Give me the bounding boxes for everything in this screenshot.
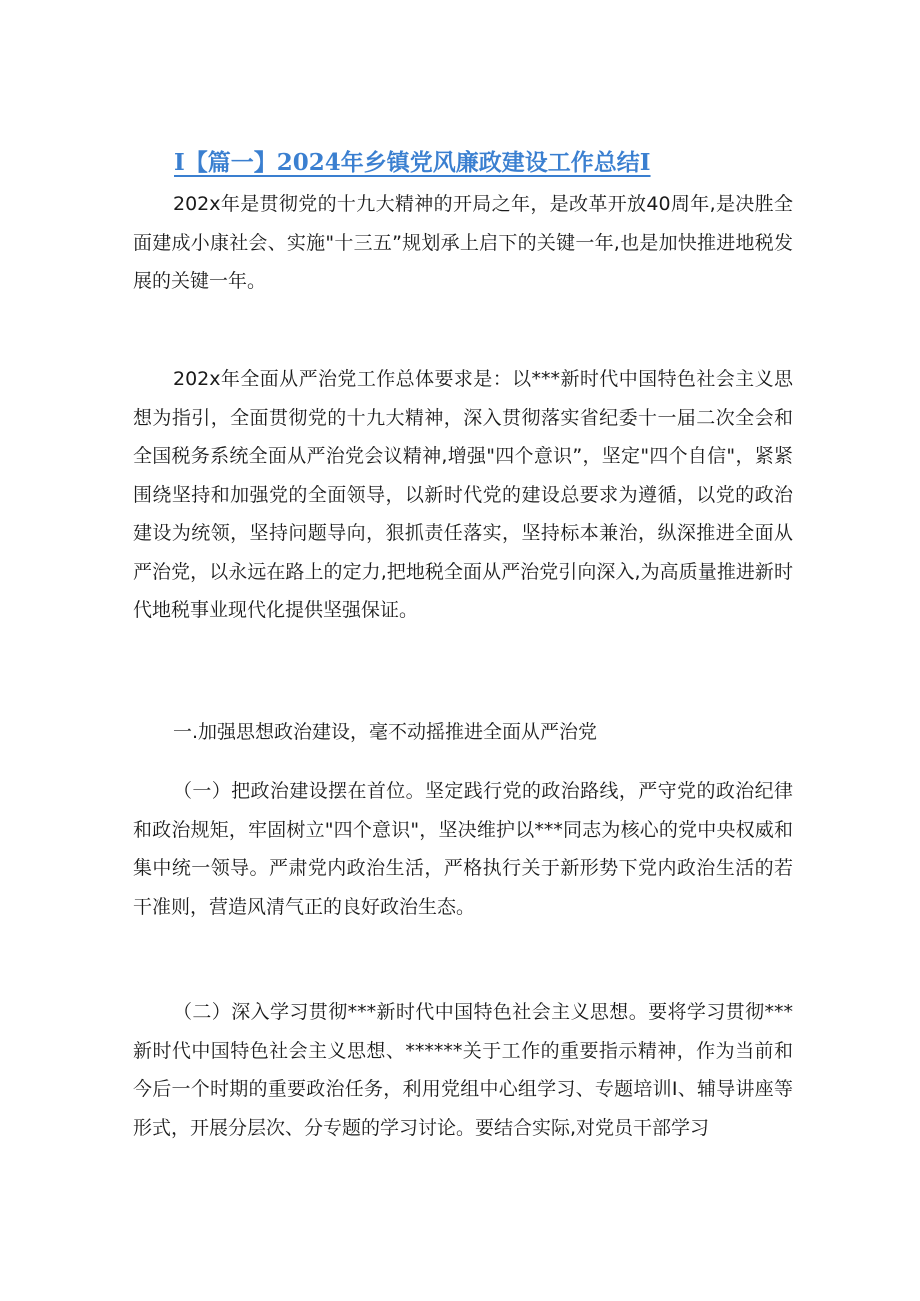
paragraph-requirements: 202x年全面从严治党工作总体要求是：以***新时代中国特色社会主义思想为指引，全面贯彻党的十九大精神，深入贯彻落实省纪委十一届二次全会和全国税务系统全面从严治党会议精神,增强"四个意识”，坚定"四个自信"，紧紧围绕坚持和加强党的全面领导，以新时代党的建设总要求为遵循，以党的政治建设为统领，坚持问题导向，狠抓责任落实，坚持标本兼治，纵深推进全面从严治党，以永远在路上的定力,把地税全面从严治党引向深入,为高质量推进新时代地税事业现代化提供坚强保证。 xyxy=(133,368,793,621)
document-body xyxy=(133,185,793,301)
paragraph-item-one: （一）把政治建设摆在首位。坚定践行党的政治路线，严守党的政治纪律和政治规矩，牢固树立"四个意识"，坚决维护以***同志为核心的党中央权威和集中统一领导。严肃党内政治生活，严格执行关于新形势下党内政治生活的若干准则，营造风清气正的良好政治生态。 xyxy=(133,780,793,918)
paragraph-intro: 202x年是贯彻党的十九大精神的开局之年，是改革开放40周年,是决胜全面建成小康社会、实施"十三五”规划承上启下的关键一年,也是加快推进地税发展的关键一年。 xyxy=(133,193,793,292)
document-body-2 xyxy=(133,360,793,630)
document-title: I【篇一】2024年乡镇党风廉政建设工作总结I xyxy=(174,149,651,176)
document-body-3 xyxy=(133,713,793,752)
document-body-4 xyxy=(133,772,793,926)
document-body-5 xyxy=(133,993,793,1147)
paragraph-item-two: （二）深入学习贯彻***新时代中国特色社会主义思想。要将学习贯彻***新时代中国特色社会主义思想、******关于工作的重要指示精神，作为当前和今后一个时期的重要政治任务，利用党组中心组学习、专题培训I、辅导讲座等形式，开展分层次、分专题的学习讨论。要结合实际,对党员干部学习 xyxy=(133,1001,793,1139)
section-heading-one: 一.加强思想政治建设，毫不动摇推进全面从严治党 xyxy=(173,721,598,743)
